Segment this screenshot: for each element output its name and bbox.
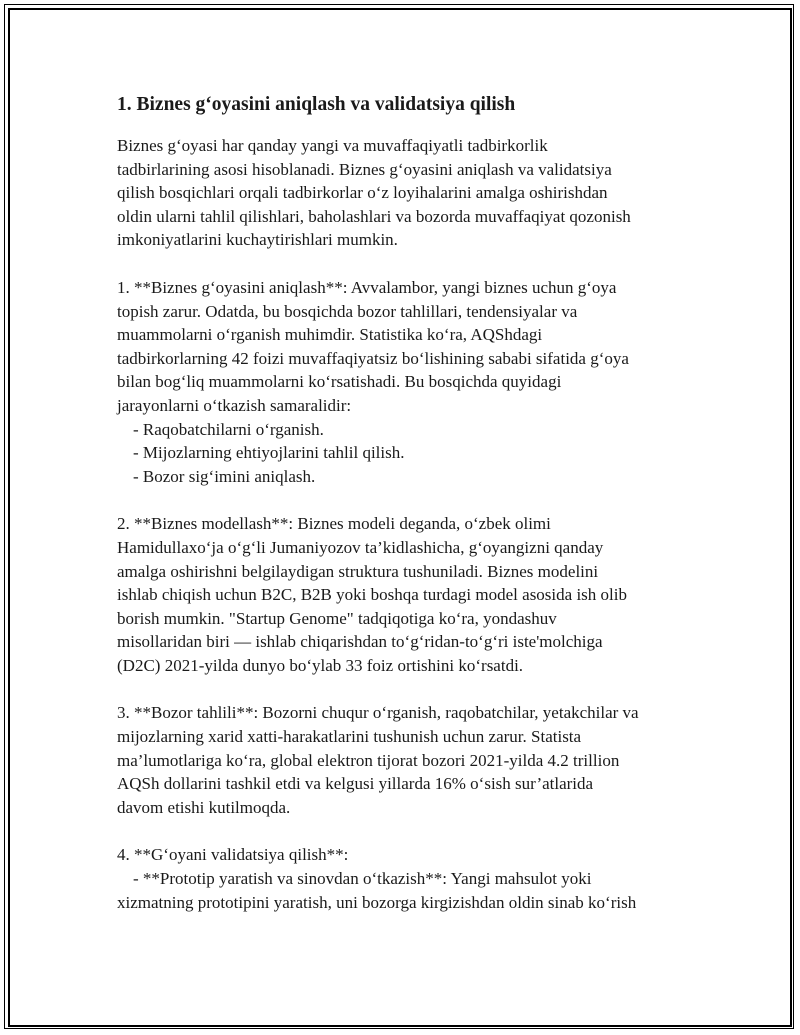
- text-line: Biznes g‘oyasi har qanday yangi va muvaffaqiyatli tadbirkorlik: [117, 136, 548, 155]
- text-line: ishlab chiqish uchun B2C, B2B yoki boshqa turdagi model asosida ish olib: [117, 585, 627, 605]
- text-line: 2. **Biznes modellash**: Biznes modeli deganda, o‘zbek olimi: [117, 514, 551, 534]
- text-line: xizmatning prototipini yaratish, uni bozorga kirgizishdan oldin sinab ko‘rish: [117, 892, 637, 912]
- text-line: muammolarni o‘rganish muhimdir. Statistika ko‘ra, AQShdagi: [117, 325, 543, 345]
- text-line: amalga oshirishni belgilaydigan struktura tushuniladi. Biznes modelini: [117, 561, 599, 581]
- text-line: qilish bosqichlari orqali tadbirkorlar o‘z loyihalarini amalga oshirishdan: [117, 183, 608, 203]
- text-line: imkoniyatlarini kuchaytirishlari mumkin.: [117, 230, 398, 250]
- document-title: 1. Biznes g‘oyasini aniqlash va validatsiya qilish: [117, 94, 516, 115]
- text-line: Hamidullaxo‘ja o‘g‘li Jumaniyozov ta’kidlashicha, g‘oyangizni qanday: [117, 537, 604, 557]
- text-line: 4. **G‘oyani validatsiya qilish**:: [117, 845, 349, 865]
- text-line: misollaridan biri — ishlab chiqarishdan to‘g‘ridan-to‘g‘ri iste'molchiga: [117, 632, 603, 652]
- text-line: tadbirkorlarning 42 foizi muvaffaqiyatsiz bo‘lishining sababi sifatida g‘oya: [117, 348, 629, 368]
- text-line: topish zarur. Odatda, bu bosqichda bozor tahlillari, tendensiyalar va: [117, 301, 578, 321]
- intro-paragraph: [117, 134, 717, 252]
- section-1-paragraph: [117, 276, 717, 488]
- text-line: 3. **Bozor tahlili**: Bozorni chuqur o‘rganish, raqobatchilar, yetakchilar va: [117, 703, 639, 723]
- text-line: (D2C) 2021-yilda dunyo bo‘ylab 33 foiz ortishini ko‘rsatdi.: [117, 655, 524, 675]
- text-line: mijozlarning xarid xatti-harakatlarini tushunish uchun zarur. Statista: [117, 727, 582, 747]
- document-body: [117, 92, 717, 914]
- bullet-item: - Raqobatchilarni o‘rganish.: [133, 419, 324, 439]
- text-line: ma’lumotlariga ko‘ra, global elektron tijorat bozori 2021-yilda 4.2 trillion: [117, 750, 620, 770]
- text-line: AQSh dollarini tashkil etdi va kelgusi yillarda 16% o‘sish sur’atlarida: [117, 774, 594, 794]
- text-line: borish mumkin. "Startup Genome" tadqiqotiga ko‘ra, yondashuv: [117, 608, 557, 628]
- section-4-paragraph: [117, 843, 717, 914]
- bullet-item: - **Prototip yaratish va sinovdan o‘tkazish**: Yangi mahsulot yoki: [133, 869, 592, 889]
- text-line: oldin ularni tahlil qilishlari, baholashlari va bozorda muvaffaqiyat qozonish: [117, 206, 631, 226]
- text-line: bilan bog‘liq muammolarni ko‘rsatishadi. Bu bosqichda quyidagi: [117, 372, 562, 392]
- text-line: jarayonlarni o‘tkazish samaralidir:: [117, 395, 352, 415]
- text-line: davom etishi kutilmoqda.: [117, 797, 291, 817]
- section-3-paragraph: [117, 701, 717, 819]
- bullet-item: - Mijozlarning ehtiyojlarini tahlil qilish.: [133, 443, 405, 463]
- bullet-item: - Bozor sig‘imini aniqlash.: [133, 466, 316, 486]
- section-2-paragraph: [117, 512, 717, 677]
- text-line: tadbirlarining asosi hisoblanadi. Biznes g‘oyasini aniqlash va validatsiya: [117, 159, 612, 179]
- text-line: 1. **Biznes g‘oyasini aniqlash**: Avvalambor, yangi biznes uchun g‘oya: [117, 277, 617, 297]
